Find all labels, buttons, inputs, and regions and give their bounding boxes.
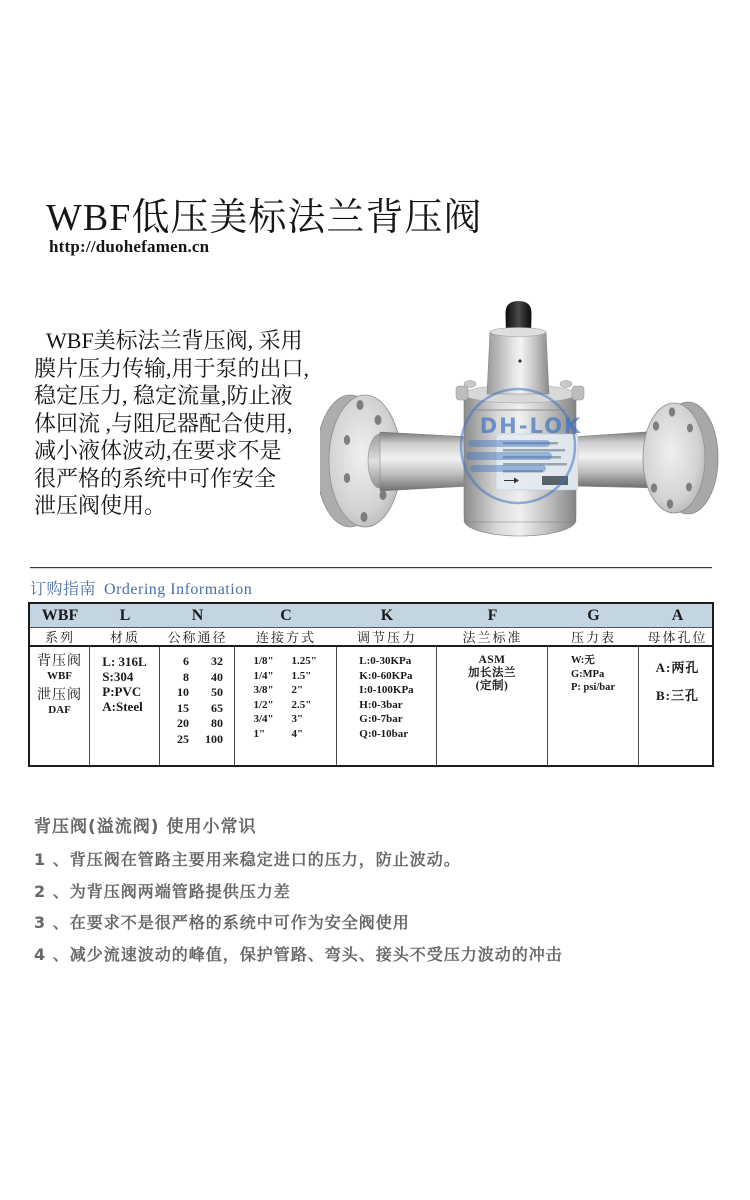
series-name: 泄压阀: [37, 688, 82, 703]
cell-pressure-gauge: [548, 647, 639, 765]
watermark-logo-bars: [466, 440, 552, 472]
column-label: 法兰标准: [462, 630, 523, 645]
column-code: A: [671, 606, 684, 624]
column-code: F: [487, 606, 498, 624]
product-description: [34, 327, 334, 520]
gauge-option: W:无: [570, 655, 595, 666]
connection-option: 1/8" 1.25": [253, 655, 317, 667]
column-label: 母体孔位: [647, 630, 708, 645]
holes-option: A:两孔: [655, 660, 700, 675]
tip-item: 1 、背压阀在管路主要用来稳定进口的压力，防止波动。: [34, 850, 461, 869]
bore-option: 15 65: [177, 700, 223, 715]
flange-option: 加长法兰: [468, 667, 516, 679]
ordering-table: [28, 602, 714, 767]
cell-connection: [235, 647, 337, 765]
description-line: 膜片压力传输,用于泵的出口,: [34, 355, 310, 381]
column-code: K: [380, 606, 394, 624]
series-code: WBF: [46, 670, 73, 682]
material-option: L: 316L: [102, 654, 147, 669]
table-body-row: [30, 647, 712, 765]
column-label: 系列: [44, 630, 75, 645]
column-code: N: [191, 606, 204, 624]
bore-option: 20 80: [177, 716, 223, 730]
ordering-title-en: Ordering Information: [104, 581, 253, 598]
material-option: A:Steel: [102, 699, 143, 714]
watermark-text: DH-LOK: [479, 414, 583, 438]
material-option: P:PVC: [102, 684, 142, 699]
column-label: 调节压力: [356, 630, 417, 645]
column-code: C: [280, 606, 292, 624]
flange-option: (定制): [475, 680, 509, 692]
connection-option: 1/2" 2.5": [253, 698, 312, 711]
description-line: 体回流 ,与阻尼器配合使用,: [34, 410, 293, 436]
cell-material: [90, 647, 160, 765]
column-label: 材质: [109, 630, 140, 645]
bore-option: 6 32: [183, 654, 223, 668]
ordering-title-zh: 订购指南: [30, 581, 97, 598]
body-lug-left: [456, 386, 468, 400]
section-divider: [30, 567, 712, 569]
cell-series: [30, 647, 90, 765]
tip-item: 2 、为背压阀两端管路提供压力差: [34, 881, 291, 901]
pressure-option: I:0-100KPa: [359, 684, 414, 696]
series-name: 背压阀: [37, 654, 82, 669]
cell-pressure-range: [337, 647, 437, 765]
tip-item: 4 、减少流速波动的峰值，保护管路、弯头、接头不受压力波动的冲击: [34, 944, 563, 964]
holes-option: B:三孔: [655, 688, 699, 703]
connection-option: 1/4" 1.5": [253, 669, 312, 682]
gauge-option: G:MPa: [570, 668, 605, 680]
column-code: L: [119, 606, 131, 624]
bore-option: 8 40: [183, 669, 223, 684]
table-label-header-row: [30, 628, 712, 647]
description-line: 泄压阀使用。: [34, 493, 167, 518]
tips-heading: 背压阀(溢流阀) 使用小常识: [34, 817, 257, 837]
description-line: 稳定压力, 稳定流量,防止液: [34, 383, 293, 408]
connection-option: 1" 4": [253, 727, 304, 740]
valve-bonnet: [487, 301, 549, 394]
description-line: WBF美标法兰背压阀, 采用: [46, 328, 303, 353]
table-code-header-row: [30, 604, 712, 628]
product-photo: [320, 280, 740, 542]
bore-option: 10 50: [177, 685, 223, 699]
column-code: WBF: [41, 606, 79, 624]
pressure-option: H:0-3bar: [359, 698, 403, 711]
tip-item: 3 、在要求不是很严格的系统中可作为安全阀使用: [34, 913, 410, 932]
right-flange: [643, 402, 718, 514]
description-line: 减小液体波动,在要求不是: [34, 438, 282, 463]
flange-option: ASM: [478, 654, 506, 666]
ordering-section-title: [30, 576, 252, 599]
body-lug-right: [572, 386, 584, 400]
column-code: G: [587, 606, 600, 624]
cell-nominal-diameter: [160, 647, 235, 765]
column-label: 压力表: [570, 630, 616, 645]
cell-flange-standard: [437, 647, 548, 765]
series-code: DAF: [48, 704, 71, 716]
usage-tips: [34, 812, 714, 973]
material-option: S:304: [102, 669, 134, 684]
pressure-option: G:0-7bar: [359, 713, 403, 725]
column-label: 公称通径: [167, 630, 228, 645]
pressure-option: L:0-30KPa: [359, 655, 412, 667]
connection-option: 3/4" 3": [253, 713, 304, 725]
description-line: 很严格的系统中可作安全: [34, 465, 277, 491]
gauge-option: P: psi/bar: [570, 682, 616, 693]
column-label: 连接方式: [255, 630, 316, 645]
pressure-option: K:0-60KPa: [359, 669, 413, 682]
bore-option: 25 100: [177, 731, 223, 746]
valve-illustration: [320, 280, 740, 542]
connection-option: 3/8" 2": [253, 684, 304, 696]
cell-body-holes: [639, 647, 716, 765]
page-title: WBF低压美标法兰背压阀: [46, 197, 483, 239]
pressure-option: Q:0-10bar: [359, 727, 409, 740]
website-url[interactable]: http://duohefamen.cn: [49, 237, 210, 256]
left-pipe: [380, 432, 472, 491]
